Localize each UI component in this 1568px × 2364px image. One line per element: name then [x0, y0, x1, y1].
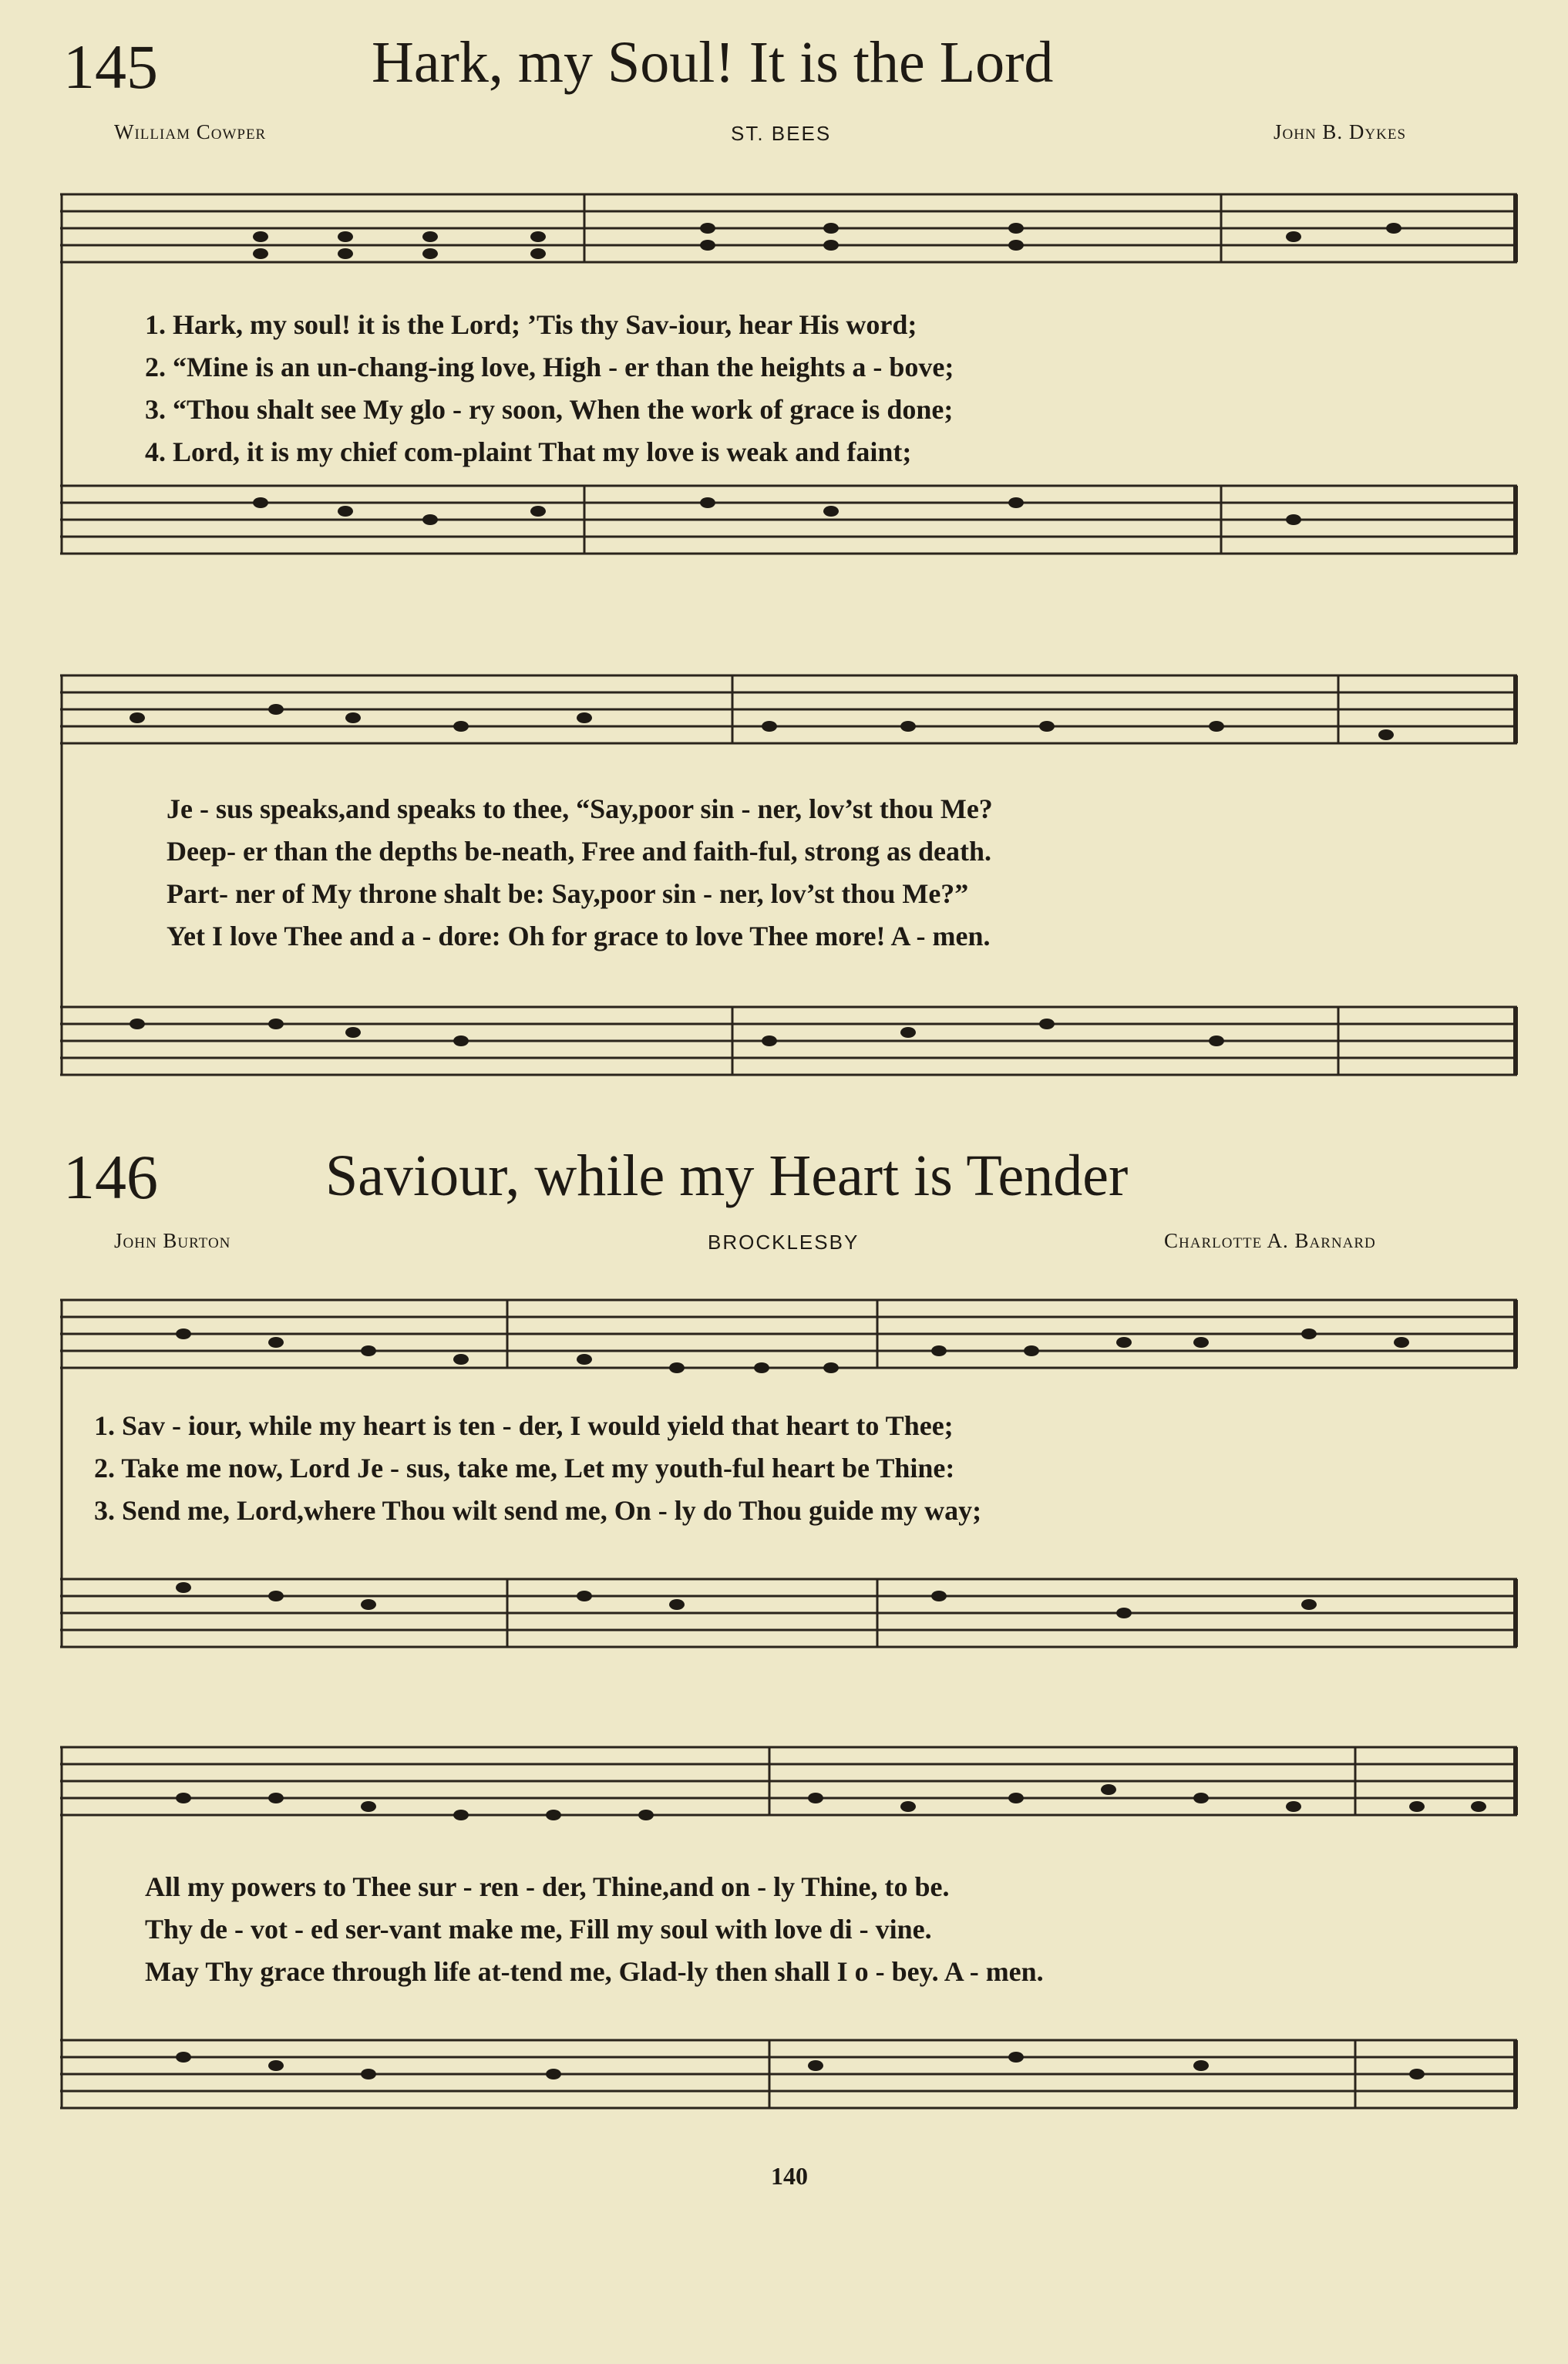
- lyric-line: 1. Hark, my soul! it is the Lord; ’Tis thy Sav-iour, hear His word;: [145, 309, 917, 340]
- lyric-line: 2. Take me now, Lord Je - sus, take me, Let my youth-ful heart be Thine:: [94, 1453, 955, 1483]
- page-number: 140: [771, 2162, 808, 2190]
- hymn-title: Saviour, while my Heart is Tender: [325, 1143, 1129, 1208]
- lyric-line: 1. Sav - iour, while my heart is ten - der, I would yield that heart to Thee;: [94, 1410, 954, 1441]
- lyric-line: 4. Lord, it is my chief com-plaint That my love is weak and faint;: [145, 436, 912, 467]
- lyric-line: Je - sus speaks,and speaks to thee, “Say,poor sin - ner, lov’st thou Me?: [167, 793, 993, 824]
- lyric-line: 3. Send me, Lord,where Thou wilt send me, On - ly do Thou guide my way;: [94, 1495, 982, 1526]
- hymn-title: Hark, my Soul! It is the Lord: [372, 30, 1054, 95]
- lyric-line: Part- ner of My throne shalt be: Say,poor sin - ner, lov’st thou Me?”: [167, 878, 969, 909]
- tune-name: ST. BEES: [731, 122, 832, 145]
- lyric-line: 2. “Mine is an un-chang-ing love, High - er than the heights a - bove;: [145, 352, 954, 382]
- composer-credit: Charlotte A. Barnard: [1164, 1229, 1376, 1252]
- music-system: [60, 1277, 1525, 1678]
- lyric-line: Thy de - vot - ed ser-vant make me, Fill my soul with love di - vine.: [145, 1914, 932, 1945]
- music-system: [60, 1724, 1525, 2125]
- author-credit: John Burton: [114, 1229, 231, 1252]
- staff-notation: [60, 652, 1525, 1099]
- lyric-line: All my powers to Thee sur - ren - der, Thine,and on - ly Thine, to be.: [145, 1871, 950, 1902]
- composer-credit: John B. Dykes: [1274, 120, 1407, 143]
- lyric-line: 3. “Thou shalt see My glo - ry soon, When the work of grace is done;: [145, 394, 954, 425]
- music-system: [60, 171, 1525, 618]
- author-credit: William Cowper: [114, 120, 267, 143]
- hymn-number: 145: [63, 32, 158, 102]
- lyric-line: May Thy grace through life at-tend me, Glad-ly then shall I o - bey. A - men.: [145, 1956, 1044, 1987]
- hymn-number: 146: [63, 1142, 158, 1212]
- lyric-line: Yet I love Thee and a - dore: Oh for grace to love Thee more! A - men.: [167, 921, 991, 951]
- lyric-line: Deep- er than the depths be-neath, Free and faith-ful, strong as death.: [167, 836, 992, 867]
- music-system: [60, 652, 1525, 1099]
- tune-name: BROCKLESBY: [708, 1231, 860, 1254]
